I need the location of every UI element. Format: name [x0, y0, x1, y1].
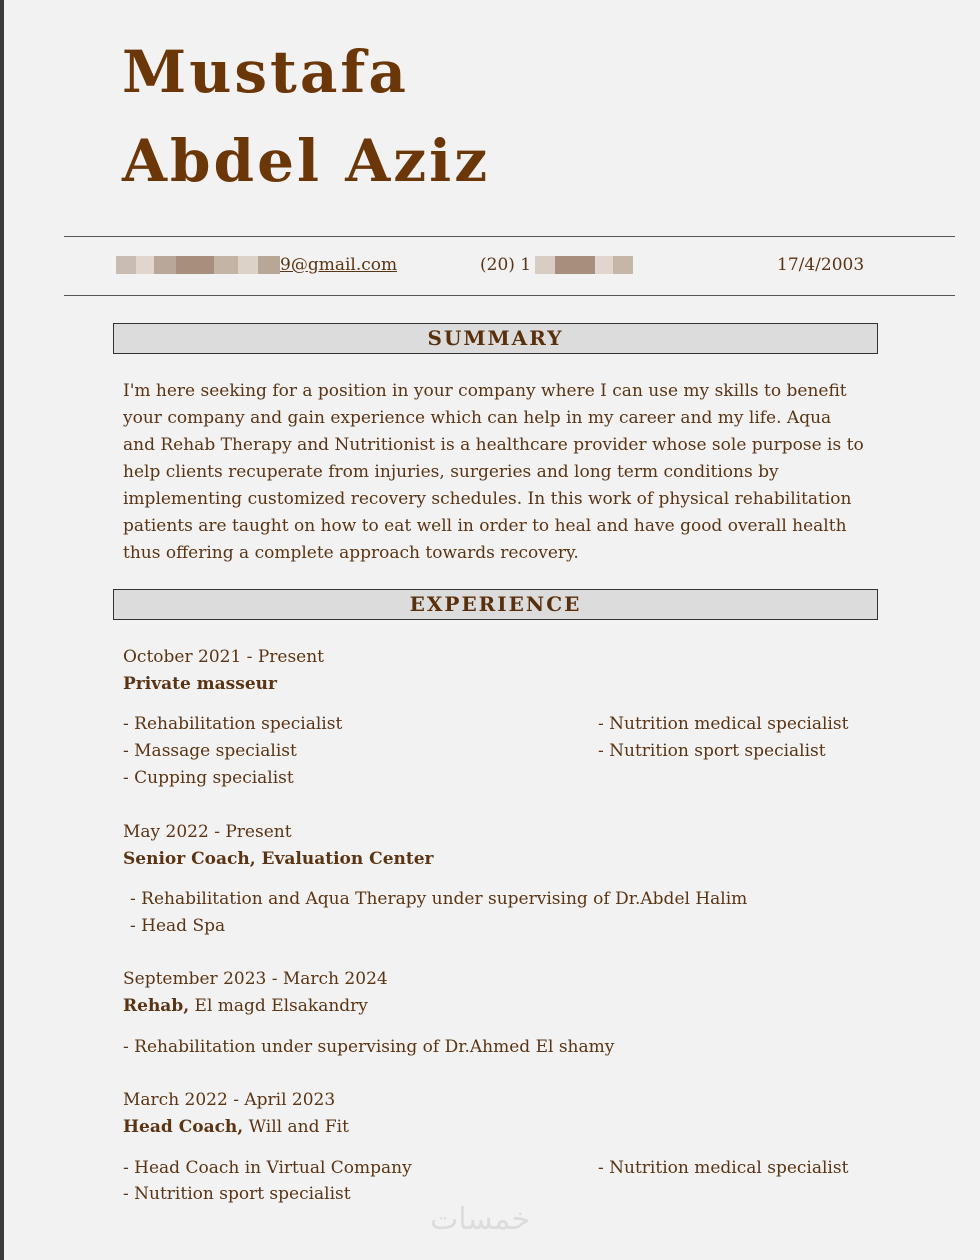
- section-heading-summary: SUMMARY: [113, 323, 878, 354]
- page-left-edge: [0, 0, 4, 1260]
- email-text: 9@gmail.com: [280, 255, 398, 275]
- duty-item: - Rehabilitation and Aqua Therapy under supervising of Dr.Abdel Halim: [130, 889, 748, 909]
- divider-bottom: [64, 295, 955, 296]
- redaction-block: [238, 256, 258, 274]
- name-first-line: Mustafa: [122, 38, 409, 106]
- redaction-block: [154, 256, 176, 274]
- job-dates: October 2021 - Present: [123, 647, 325, 667]
- duty-item: - Nutrition sport specialist: [598, 741, 826, 761]
- duty-item: - Cupping specialist: [123, 768, 294, 788]
- job-title: [123, 996, 368, 1016]
- name-second-line: Abdel Aziz: [122, 127, 491, 195]
- redaction-block: [214, 256, 238, 274]
- contact-date: 17/4/2003: [777, 255, 865, 275]
- duty-item: - Massage specialist: [123, 741, 297, 761]
- job-role: Private masseur: [123, 674, 277, 694]
- job-org: El magd Elsakandry: [189, 996, 368, 1016]
- redaction-block: [116, 256, 136, 274]
- summary-paragraph: I'm here seeking for a position in your company where I can use my skills to benefit your company and gain experience which can help in my career and my life. Aqua and Rehab Therapy and Nutritionist is a healthcare provider whose sole purpose is to help clients recuperate from injuries, surgeries and long term conditions by implementing customized recovery schedules. In this work of physical rehabilitation patients are taught on how to eat well in order to heal and have good overall health thus offering a complete approach towards recovery.: [123, 381, 864, 563]
- phone-prefix: (20) 1: [480, 255, 532, 275]
- redaction-block: [136, 256, 154, 274]
- job-dates: March 2022 - April 2023: [123, 1090, 336, 1110]
- contact-email[interactable]: [116, 255, 397, 275]
- duty-item: - Nutrition sport specialist: [123, 1184, 351, 1204]
- job-org: Will and Fit: [243, 1117, 349, 1137]
- job-title: [123, 674, 277, 694]
- redaction-block: [258, 256, 280, 274]
- duty-item: - Nutrition medical specialist: [598, 1158, 849, 1178]
- duty-item: - Nutrition medical specialist: [598, 714, 849, 734]
- redaction-block: [595, 256, 613, 274]
- redaction-block: [555, 256, 595, 274]
- job-title: [123, 1117, 349, 1137]
- job-title: [123, 849, 434, 869]
- job-dates: September 2023 - March 2024: [123, 969, 388, 989]
- duty-item: - Rehabilitation specialist: [123, 714, 343, 734]
- duty-item: - Rehabilitation under supervising of Dr.Ahmed El shamy: [123, 1037, 615, 1057]
- redaction-block: [176, 256, 214, 274]
- job-dates: May 2022 - Present: [123, 822, 292, 842]
- job-role: Rehab,: [123, 996, 190, 1016]
- watermark-logo: خمسات: [430, 1202, 531, 1237]
- job-role: Head Coach,: [123, 1117, 244, 1137]
- duty-item: - Head Coach in Virtual Company: [123, 1158, 412, 1178]
- contact-phone: [480, 255, 633, 275]
- job-role: Senior Coach, Evaluation Center: [123, 849, 434, 869]
- duty-item: - Head Spa: [130, 916, 226, 936]
- redaction-block: [535, 256, 555, 274]
- section-heading-experience: EXPERIENCE: [113, 589, 878, 620]
- divider-top: [64, 236, 955, 237]
- redaction-block: [613, 256, 633, 274]
